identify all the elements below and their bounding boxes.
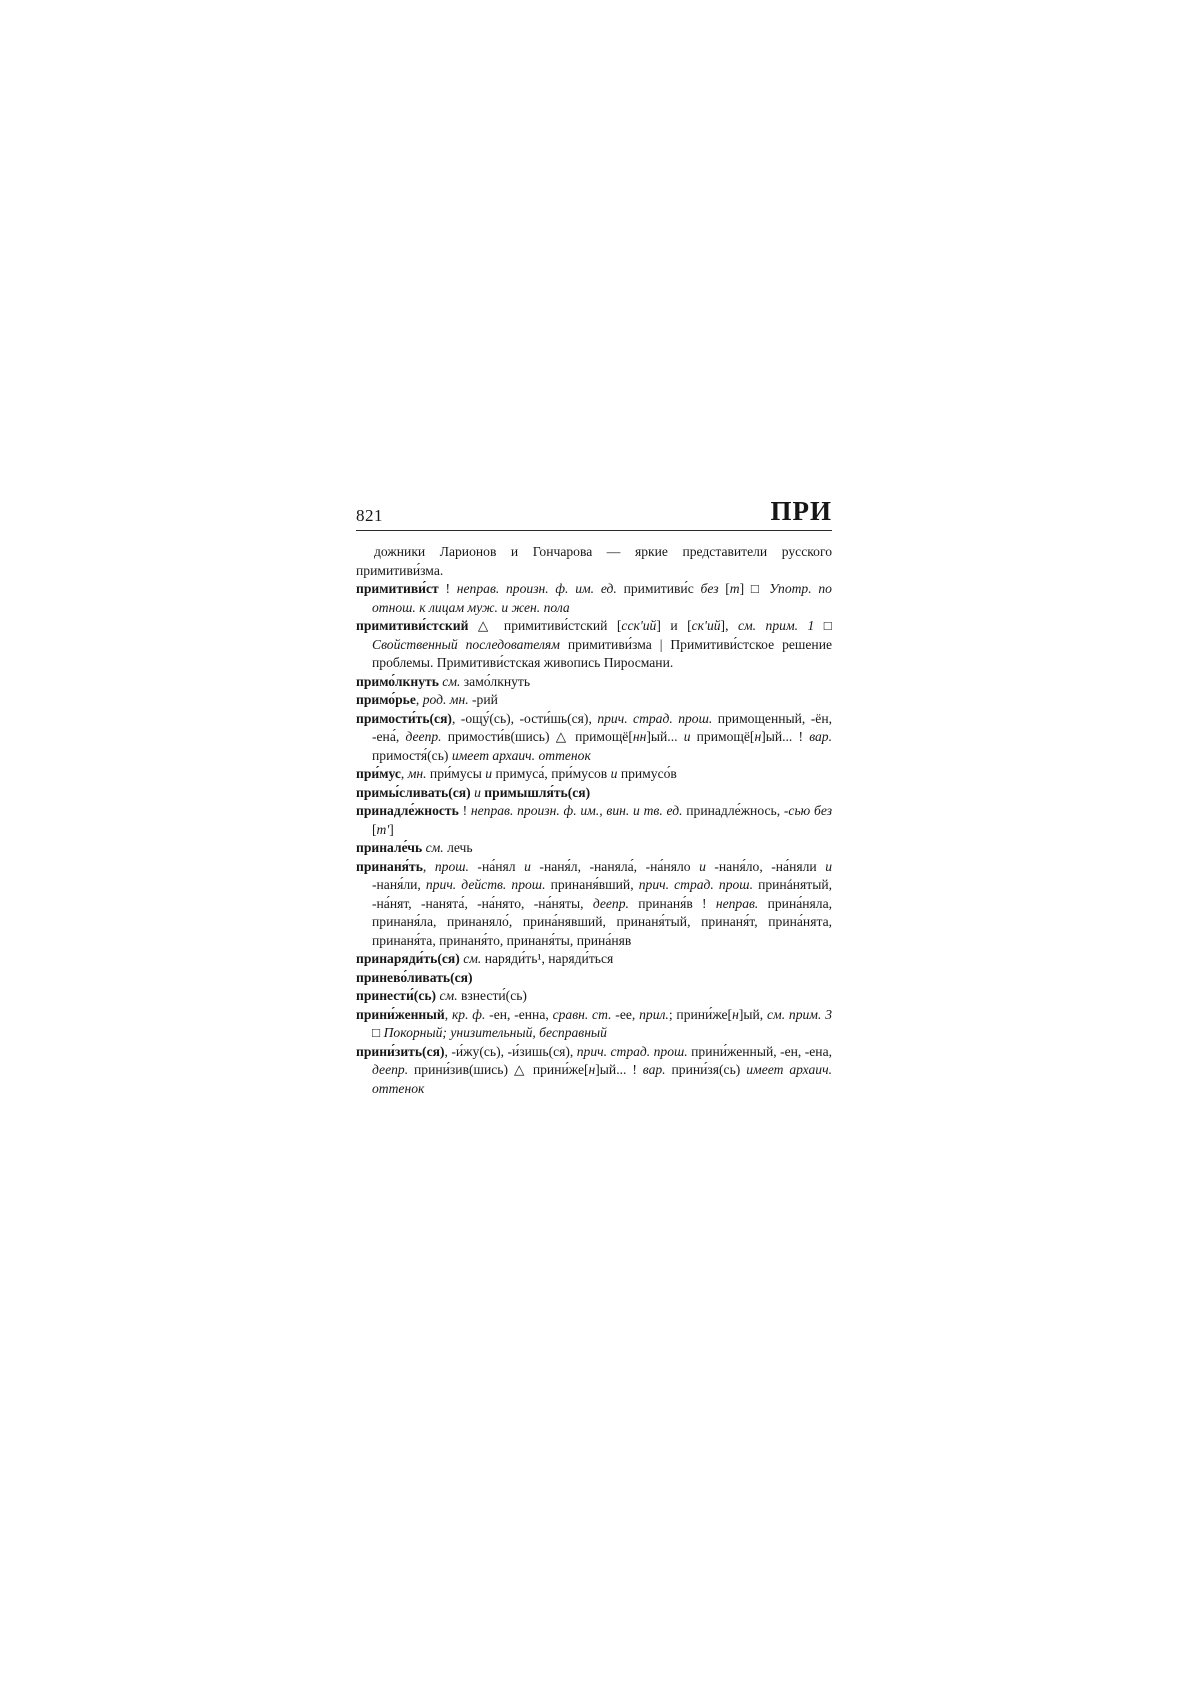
entry-text: , -ощу́(сь), -ости́шь(ся), [451, 710, 598, 726]
entry-label: и [610, 766, 618, 781]
dictionary-entry [356, 858, 832, 951]
entry-label: ск'ий [691, 618, 721, 633]
entry-headword: принаня́ть [356, 858, 423, 874]
entry-label: вар. [642, 1062, 666, 1077]
entry-headword: примо́рье [356, 692, 416, 707]
entry-label: н [754, 729, 762, 744]
dictionary-entry [356, 950, 832, 969]
entry-label: нн [632, 729, 647, 744]
entry-text: при́мусы [426, 766, 486, 781]
entry-text: лечь [443, 840, 473, 855]
entry-text: ] [389, 821, 394, 837]
entry-text: ], [720, 618, 738, 633]
entry-label: имеет архаич. оттенок [451, 747, 591, 763]
entry-label: т' [376, 821, 390, 837]
entry-label: и [485, 766, 493, 781]
entry-label: -сью без [783, 803, 832, 818]
dictionary-entry [356, 673, 832, 692]
entry-text: примощё[ [690, 729, 755, 744]
entry-text: прини́зив(шись) △ прини́же[ [408, 1062, 589, 1077]
dictionary-entry [356, 802, 832, 839]
entry-headword: принале́чь [356, 840, 423, 855]
header-rule [356, 530, 832, 531]
entry-text: -наня́ло, -на́няли [705, 858, 826, 874]
entry-label: деепр. [592, 895, 629, 911]
entry-text: -наня́ли, [372, 877, 426, 892]
entry-text: △ примитиви́стский [ [468, 618, 622, 633]
dictionary-entry [356, 1006, 832, 1043]
entry-text: , -и́жу(сь), -и́зишь(ся), [444, 1043, 577, 1059]
entry-text: [ [718, 581, 730, 596]
entry-headword: примости́ть(ся) [356, 710, 452, 726]
entry-label: кр. ф. [451, 1006, 486, 1022]
entry-text: примусо́в [617, 766, 677, 781]
entry-label: Свойственный последователям [372, 636, 560, 652]
entry-text: ! [438, 581, 457, 596]
entry-text: примитиви́с [616, 581, 701, 596]
entry-label: прич. страд. прош. [576, 1043, 688, 1059]
entry-text: прина́няла, принаня́ла, принаняло́, прина́нявший, принаня́тый, принаня́т, прина́нята, принаня́та, принаня́то, принаня́ты, прина́няв [372, 895, 832, 948]
entry-label: т [729, 581, 740, 596]
entry-label: см. прим. 3 [767, 1006, 832, 1022]
entry-text: [ [372, 821, 377, 837]
entry-label: деепр. [372, 1062, 409, 1077]
entry-label: неправ. произн. ф. им., вин. и тв. ед. [470, 803, 683, 818]
entry-label: прич. действ. прош. [425, 877, 546, 892]
entry-text: прини́зя(сь) [665, 1062, 747, 1077]
entry-label: см. [439, 988, 458, 1003]
entry-label: мн. [407, 766, 427, 781]
entry-text: ]ый... [646, 729, 684, 744]
entry-label: и [683, 729, 691, 744]
entry-text: прини́женный, -ен, -ена, [687, 1043, 833, 1059]
entry-headword: принаряди́ть(ся) [356, 951, 460, 966]
dictionary-entry [356, 765, 832, 784]
continuation-paragraph: дожники Ларионов и Гончарова — яркие представители русского примитиви́зма. [356, 544, 832, 578]
entry-text: взнести́(сь) [457, 988, 527, 1003]
entry-text: , [400, 766, 408, 781]
entry-label: прил. [639, 1006, 669, 1022]
entry-text: ]ый... ! [595, 1062, 643, 1077]
entry-text: примостя́(сь) [372, 747, 452, 763]
entry-label: без [700, 581, 719, 596]
entry-text: примости́в(шись) △ примощё[ [441, 729, 633, 744]
entry-text: ] и [ [656, 618, 692, 633]
entry-label: и [474, 784, 481, 800]
entry-label: прош. [434, 858, 469, 874]
entry-text: -наня́л, -наняла́, -на́няло [530, 858, 700, 874]
page-number: 821 [356, 506, 383, 525]
entry-text: -ее, [611, 1006, 640, 1022]
dictionary-entry [356, 969, 832, 988]
entry-label: Употр. по отнош. к лицам муж. и жен. пола [372, 581, 832, 615]
entry-text: принáнятый, -на́нят, -нанята́, -на́нято, -на́няты, [372, 877, 832, 911]
entry-label: и [699, 858, 706, 874]
entry-headword: примышля́ть(ся) [484, 784, 591, 800]
dictionary-entry [356, 839, 832, 858]
entry-label: неправ. [715, 895, 759, 911]
dictionary-body [356, 534, 832, 1098]
entry-label: и [825, 858, 832, 874]
entry-text: наряди́ть¹, наряди́ться [481, 951, 614, 966]
entry-text: ]ый... ! [761, 729, 810, 744]
entry-text: , [444, 1006, 452, 1022]
entry-text: , [422, 858, 435, 874]
running-head: ПРИ [770, 496, 832, 526]
entry-label: прич. страд. прош. [638, 877, 753, 892]
entry-text: □ [814, 618, 833, 633]
entry-label: имеет архаич. оттенок [372, 1062, 832, 1096]
entry-text: □ [372, 1025, 384, 1040]
entry-text: -рий [468, 692, 498, 707]
entry-label: см. [425, 840, 444, 855]
entry-text: принаня́вший, [545, 877, 639, 892]
entry-text: ]ый, [738, 1006, 767, 1022]
entry-label: неправ. произн. ф. им. ед. [456, 581, 617, 596]
entry-label: см. прим. 1 [737, 618, 815, 633]
entry-text: , [415, 692, 423, 707]
entry-text: замо́лкнуть [460, 673, 531, 689]
dictionary-entry [356, 987, 832, 1006]
entry-headword: при́мус [356, 766, 401, 781]
entry-label: сск'ий [621, 618, 657, 633]
entry-text: примуса́, при́мусов [492, 766, 611, 781]
page-header [356, 496, 832, 534]
entry-label: см. [442, 673, 461, 689]
entry-label: Покорный; унизительный, бесправный [383, 1025, 607, 1040]
entry-label: и [524, 858, 531, 874]
dictionary-entry [356, 691, 832, 710]
entry-label: см. [463, 951, 482, 966]
dictionary-entry [356, 710, 832, 766]
entry-headword: принадле́жность [356, 803, 459, 818]
entry-text: ; прини́же[ [668, 1006, 733, 1022]
entry-label: род. мн. [422, 692, 469, 707]
dictionary-entry [356, 784, 832, 803]
entry-headword: прини́зить(ся) [356, 1043, 445, 1059]
entry-text: принаня́в ! [628, 895, 716, 911]
entry-text: ! [458, 803, 471, 818]
entry-text: принадле́жнось, [682, 803, 784, 818]
entry-label: н [588, 1062, 596, 1077]
dictionary-page [356, 496, 833, 1098]
entry-headword: принести́(сь) [356, 988, 437, 1003]
entry-headword: примо́лкнуть [356, 673, 439, 689]
entry-text: -ен, -енна, [485, 1006, 553, 1022]
entry-text: ] □ [739, 581, 770, 596]
entry-headword: примитиви́стский [356, 618, 469, 633]
entry-label: прич. страд. прош. [597, 710, 713, 726]
entry-text: -на́нял [468, 858, 525, 874]
entry-headword: принево́ливать(ся) [356, 969, 473, 985]
entry-headword: прини́женный [356, 1006, 445, 1022]
entry-headword: примитиви́ст [356, 581, 439, 596]
entry-headword: примы́сливать(ся) [356, 784, 471, 800]
dictionary-entry [356, 1043, 832, 1099]
entry-label: вар. [809, 729, 833, 744]
entry-text: примощенный, -ён, -ена́, [372, 710, 833, 744]
dictionary-entry [356, 617, 832, 673]
entry-text: примитиви́зма | Примитиви́стское решение проблемы. Примитиви́стская живопись Пиросмани. [372, 636, 832, 670]
entry-label: н [732, 1006, 739, 1022]
entry-label: деепр. [405, 729, 442, 744]
entry-label: сравн. ст. [552, 1006, 612, 1022]
dictionary-entry [356, 580, 832, 617]
